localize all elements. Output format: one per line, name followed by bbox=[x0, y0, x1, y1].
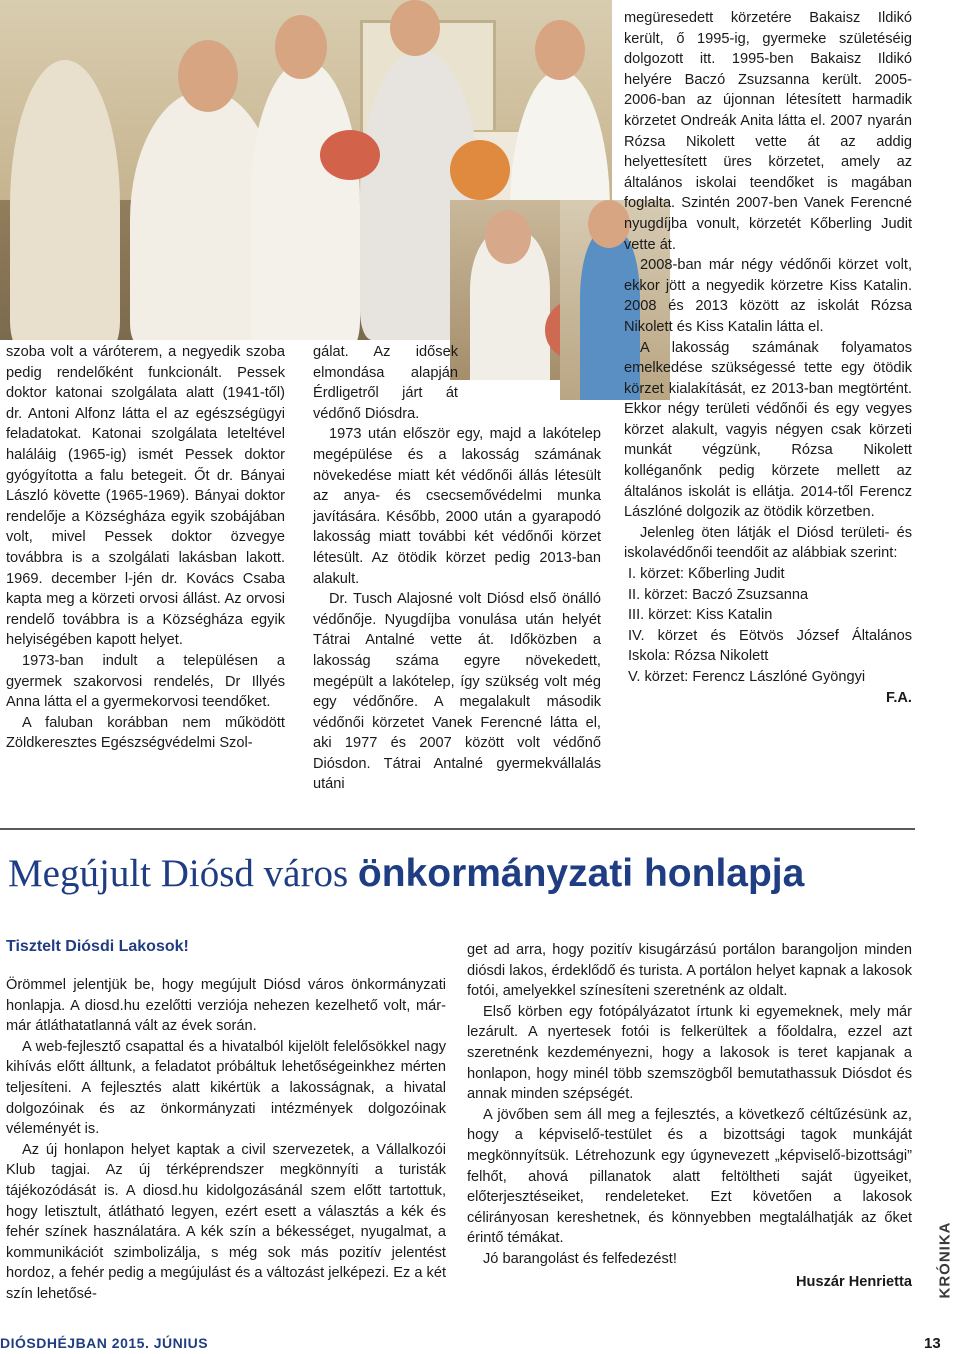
paragraph: A web-fejlesztő csapattal és a hivatalból kijelölt felelősökkel nagy kihívás előtt álltunk, a feladatot próbáltuk lehetőségeinkhez mérten teljesíteni. A fejlesztés alatt kikértük a lakosságnak, a hivatal dolgozóinak és az önkormányzati intézmények dolgozóinak véleményét is. bbox=[6, 1038, 446, 1138]
section-label-text: KRÓNIKA bbox=[936, 1221, 954, 1299]
paragraph: A faluban korábban nem működött Zöldkeresztes Egészségvédelmi Szol- bbox=[6, 714, 285, 752]
paragraph: megüresedett körzetére Bakaisz Ildikó került, ő 1995-ig, gyermeke születéséig dolgozott itt. 1995-ben Bakaisz Ildikó helyére Baczó Zsuzsanna került. 2005-2006-ban az újonnan létesített harmadik körzetet Ondreák Anita látta el. 2007 nyarán Rózsa Nikolett vette át az addig helyettesített üres körzetet, amely az általános iskolai teendőket is magában foglalta. Szintén 2007-ben Vanek Ferencné nyugdíjba vonult, körzetét Kőberling Judit vette át. bbox=[624, 10, 912, 253]
column-3 bbox=[624, 8, 912, 708]
section-divider bbox=[0, 828, 915, 830]
column-1 bbox=[6, 342, 285, 754]
signature: F.A. bbox=[886, 689, 912, 706]
paragraph: Dr. Tusch Alajosné volt Diósd első önálló védőnője. Nyugdíjba vonulása után helyét Tátrai Antalné vette át. Időközben a lakosság száma egyre növekedett, megépült a lakótelep, így szükség volt még egy védőnőre. A megalakult második védőnői körzetet Vanek Ferencné látta el, aki 1977 és 2007 között volt védőnő Diósdon. Tátrai Antalné gyermekvállalás utáni bbox=[313, 591, 601, 793]
paragraph: Örömmel jelentjük be, hogy megújult Diósd város önkormányzati honlapja. A diosd.hu ezelőtti verziója nehezen kezelhető volt, már-már átláthatatlanná vált az évek során. bbox=[6, 977, 446, 1035]
list-item: V. körzet: Ferencz Lászlóné Gyöngyi bbox=[628, 669, 866, 685]
paragraph: szoba volt a váróterem, a negyedik szoba pedig rendelőként funkcionált. Pessek doktor katonai szolgálata alatt (1941-től) dr. Antoni Alfonz látta el az egészségügyi feladatokat. Katonai szolgálata leteltével haláláig (1965-ig) ismét Pessek doktor gyógyította a falu betegeit. Őt dr. Bányai László követte (1965-1969). Bányai doktor rendelője a Községháza egyik szobájában volt, mivel Pessek doktor özvegye továbbra is a szolgálati lakásban lakott. 1969. december l-jén dr. Kovács Csaba kapta meg a körzeti orvosi állást. Az orvosi rendelő továbbra is a Községháza egyik helyiségében kapott helyet. bbox=[6, 344, 285, 649]
paragraph: A lakosság számának folyamatos emelkedése szükségessé tette egy ötödik körzet kialakítását, ez 2013-ban megtörtént. Ekkor négy területi védőnői és egy vegyes körzet alakult, vagyis négyen csak körzeti munkát végzünk, Rózsa Nikolett kolléganőnk pedig körzete mellett az általános iskolát is ellátja. 2014-től Ferencz Lászlóné dolgozik az ötödik körzetben. bbox=[624, 339, 912, 521]
signature: Huszár Henrietta bbox=[796, 1273, 912, 1290]
headline-plain: Megújult Diósd város bbox=[8, 852, 358, 895]
paragraph: gálat. Az idősek elmondása alapján Érdligetről járt át védőnő Diósdra. bbox=[313, 344, 458, 422]
headline-bold: önkormányzati honlapja bbox=[357, 852, 805, 895]
paragraph: Első körben egy fotópályázatot írtunk ki egyemeknek, mely már lezárult. A nyertesek fotói is felkerültek a főoldalra, ezzel azt szeretnénk kezdeményezni, hogy a lakosok is teret kapjanak a honlapon, hogy minél több szemszögből bemutathassuk Diósdot és annak minden szépségét. bbox=[467, 1003, 912, 1103]
paragraph: get ad arra, hogy pozitív kisugárzású portálon barangoljon minden diósdi lakos, érdeklődő és turista. A portálon helyet kapnak a lakosok fotói, amelyekkel színesíteni szeretnénk az oldalt. bbox=[467, 942, 912, 1000]
district-list bbox=[624, 564, 912, 688]
section-label bbox=[930, 1215, 960, 1305]
article2-right-column bbox=[467, 940, 912, 1292]
publication-footer: DIÓSDHÉJBAN 2015. JÚNIUS bbox=[0, 1335, 209, 1351]
list-item: III. körzet: Kiss Katalin bbox=[628, 607, 773, 624]
paragraph: 2008-ban már négy védőnői körzet volt, ekkor jött a negyedik körzetre Kiss Katalin. 2008 és 2013 között az iskolát Rózsa Nikolett és Kiss Katalin látta el. bbox=[624, 257, 912, 335]
list-item: II. körzet: Baczó Zsuzsanna bbox=[628, 586, 809, 603]
paragraph: 1973-ban indult a településen a gyermek szakorvosi rendelés, Dr Illyés Anna látta el a gyermekorvosi teendőket. bbox=[6, 652, 285, 711]
list-item: I. körzet: Kőberling Judit bbox=[628, 566, 785, 583]
paragraph: Az új honlapon helyet kaptak a civil szervezetek, a Vállalkozói Klub tagjai. Az új térképrendszer megkönnyíti a turisták tájékozódását is. A diosd.hu kidolgozásánál szem előtt tartottuk, hogy letisztult, átlátható legyen, ezért esett a választás a kék és fehér színek használatára. A kék szín a békességet, nyugalmat, a kommunikációt szimbolizálja, s még sok más pozitív jelentést hordoz, a fehér pedig a megújulást és a változást jelképezi. Ez a két szín lehetősé- bbox=[6, 1141, 446, 1302]
paragraph: 1973 után először egy, majd a lakótelep megépülése és a lakosság számának növekedése miatt két védőnői állás létesült az anya- és csecsemővédelmi munka javítására. Később, 2000 után a gyarapodó lakosság miatt további két védőnői körzet létesült. Az ötödik körzet pedig 2013-ban alakult. bbox=[313, 426, 601, 587]
paragraph: A jövőben sem áll meg a fejlesztés, a következő céltűzésünk az, hogy a képviselő-testület és a bizottsági tagok munkáját megkönnyítsük. Létrehozunk egy úgynevezett „képviselő-bizottsági” felhőt, ahová pillanatok alatt feltöltheti saját ügyeiket, előterjesztéseiket, rendeleteket. Ezt követően a lakosok célirányosan kereshetnek, és könnyebben megtalálhatják az őket érintő témákat. bbox=[467, 1106, 912, 1247]
paragraph: Jó barangolást és felfedezést! bbox=[483, 1250, 677, 1267]
article2-left-column bbox=[6, 975, 446, 1305]
paragraph: Jelenleg öten látják el Diósd területi- és iskolavédőnői teendőit az alábbiak szerint: bbox=[624, 524, 912, 562]
list-item: IV. körzet és Eötvös József Általános Iskola: Rózsa Nikolett bbox=[628, 627, 912, 665]
column-2 bbox=[313, 342, 601, 795]
page-number: 13 bbox=[924, 1335, 941, 1352]
greeting: Tisztelt Diósdi Lakosok! bbox=[6, 938, 189, 955]
article-headline bbox=[8, 850, 804, 898]
